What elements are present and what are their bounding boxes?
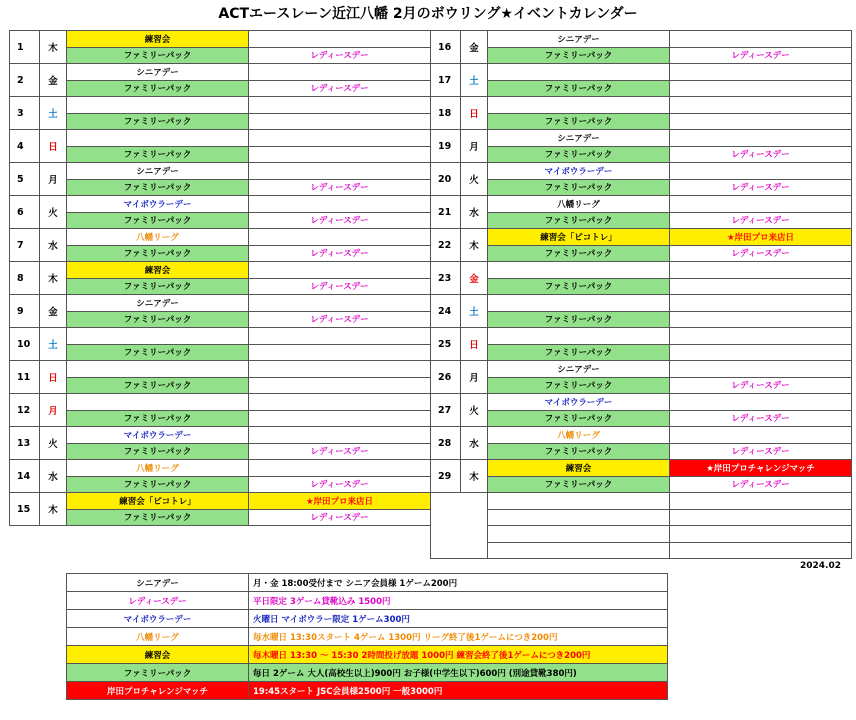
event-cell bbox=[67, 130, 249, 147]
day-number: 24 bbox=[431, 295, 461, 328]
event-cell bbox=[67, 328, 249, 345]
day-row bbox=[10, 64, 431, 81]
day-row bbox=[10, 361, 431, 378]
legend-row bbox=[67, 574, 668, 592]
event-cell bbox=[249, 361, 431, 378]
day-row bbox=[10, 196, 431, 213]
event-cell bbox=[670, 361, 852, 378]
weekday: 日 bbox=[40, 361, 67, 394]
day-row bbox=[431, 410, 852, 427]
weekday: 火 bbox=[40, 427, 67, 460]
day-row bbox=[431, 196, 852, 213]
blank-cell bbox=[488, 526, 670, 543]
page-title: ACTエースレーン近江八幡 2月のボウリング★イベントカレンダー bbox=[218, 6, 638, 22]
day-row bbox=[10, 97, 431, 114]
event-cell bbox=[67, 361, 249, 378]
event-cell: レディースデー bbox=[670, 377, 852, 394]
weekday: 日 bbox=[461, 328, 488, 361]
day-row bbox=[431, 443, 852, 460]
event-cell bbox=[249, 97, 431, 114]
event-cell: ファミリーパック bbox=[488, 344, 670, 361]
event-cell: レディースデー bbox=[670, 410, 852, 427]
day-number: 29 bbox=[431, 460, 461, 493]
weekday: 月 bbox=[461, 361, 488, 394]
legend-name: 八幡リーグ bbox=[67, 628, 249, 646]
day-number: 20 bbox=[431, 163, 461, 196]
event-cell: レディースデー bbox=[249, 476, 431, 493]
event-cell: ファミリーパック bbox=[67, 80, 249, 97]
legend-row bbox=[67, 592, 668, 610]
event-cell: ファミリーパック bbox=[67, 476, 249, 493]
event-cell: レディースデー bbox=[249, 212, 431, 229]
event-cell: ファミリーパック bbox=[67, 212, 249, 229]
event-cell: シニアデー bbox=[488, 130, 670, 147]
weekday: 土 bbox=[40, 328, 67, 361]
day-number: 19 bbox=[431, 130, 461, 163]
weekday: 火 bbox=[40, 196, 67, 229]
day-row bbox=[431, 179, 852, 196]
weekday: 水 bbox=[461, 196, 488, 229]
event-cell: 練習会 bbox=[67, 262, 249, 279]
day-number: 17 bbox=[431, 64, 461, 97]
event-cell: ファミリーパック bbox=[67, 245, 249, 262]
event-cell bbox=[670, 427, 852, 444]
event-cell: 練習会 bbox=[488, 460, 670, 477]
blank-cell bbox=[670, 526, 852, 543]
event-cell bbox=[670, 130, 852, 147]
day-row bbox=[431, 476, 852, 493]
day-row bbox=[10, 80, 431, 97]
day-number: 10 bbox=[10, 328, 40, 361]
event-cell: シニアデー bbox=[67, 295, 249, 312]
event-cell: ★岸田プロ来店日 bbox=[670, 229, 852, 246]
event-cell: 練習会「ピコトレ」 bbox=[488, 229, 670, 246]
event-cell bbox=[249, 344, 431, 361]
event-cell bbox=[670, 262, 852, 279]
event-cell bbox=[488, 262, 670, 279]
day-row bbox=[431, 31, 852, 48]
day-row bbox=[10, 410, 431, 427]
event-cell: ファミリーパック bbox=[67, 509, 249, 526]
weekday: 日 bbox=[461, 97, 488, 130]
event-cell bbox=[249, 394, 431, 411]
weekday: 木 bbox=[461, 229, 488, 262]
event-cell bbox=[488, 328, 670, 345]
weekday: 水 bbox=[40, 460, 67, 493]
legend-name: ファミリーパック bbox=[67, 664, 249, 682]
day-number: 12 bbox=[10, 394, 40, 427]
event-cell: レディースデー bbox=[249, 509, 431, 526]
blank-cell bbox=[670, 542, 852, 559]
event-cell bbox=[670, 328, 852, 345]
event-cell bbox=[670, 295, 852, 312]
event-cell bbox=[249, 328, 431, 345]
weekday: 土 bbox=[40, 97, 67, 130]
event-cell: ファミリーパック bbox=[488, 212, 670, 229]
day-row bbox=[10, 295, 431, 312]
event-cell: レディースデー bbox=[670, 47, 852, 64]
event-cell: シニアデー bbox=[488, 361, 670, 378]
event-cell bbox=[249, 410, 431, 427]
weekday: 金 bbox=[461, 31, 488, 64]
day-number: 9 bbox=[10, 295, 40, 328]
event-cell bbox=[488, 295, 670, 312]
day-number: 21 bbox=[431, 196, 461, 229]
event-cell bbox=[670, 344, 852, 361]
day-row bbox=[431, 47, 852, 64]
event-cell: ファミリーパック bbox=[488, 113, 670, 130]
day-row bbox=[431, 278, 852, 295]
event-cell bbox=[249, 229, 431, 246]
event-cell bbox=[67, 394, 249, 411]
day-row bbox=[431, 394, 852, 411]
weekday: 月 bbox=[40, 394, 67, 427]
day-number: 4 bbox=[10, 130, 40, 163]
blank-cell bbox=[431, 509, 461, 526]
day-row bbox=[10, 328, 431, 345]
event-cell: レディースデー bbox=[249, 80, 431, 97]
version-label: 2024.02 bbox=[800, 561, 841, 571]
blank-cell bbox=[670, 509, 852, 526]
event-cell bbox=[249, 262, 431, 279]
day-number: 8 bbox=[10, 262, 40, 295]
event-cell: 八幡リーグ bbox=[67, 460, 249, 477]
event-cell: ファミリーパック bbox=[67, 410, 249, 427]
day-number: 28 bbox=[431, 427, 461, 460]
legend-row bbox=[67, 682, 668, 700]
event-cell bbox=[670, 31, 852, 48]
legend-description: 毎木曜日 13:30 ～ 15:30 2時間投げ放題 1000円 練習会終了後1ゲームにつき200円 bbox=[249, 646, 668, 664]
day-row bbox=[431, 295, 852, 312]
day-number: 23 bbox=[431, 262, 461, 295]
event-cell: ファミリーパック bbox=[488, 278, 670, 295]
event-cell: ★岸田プロ来店日 bbox=[249, 493, 431, 510]
day-row bbox=[10, 163, 431, 180]
day-number: 26 bbox=[431, 361, 461, 394]
day-number: 2 bbox=[10, 64, 40, 97]
event-cell: ファミリーパック bbox=[488, 377, 670, 394]
legend-description: 火曜日 マイボウラー限定 1ゲーム300円 bbox=[249, 610, 668, 628]
day-row bbox=[431, 328, 852, 345]
event-cell: マイボウラーデー bbox=[67, 427, 249, 444]
event-cell: ファミリーパック bbox=[488, 410, 670, 427]
event-cell: レディースデー bbox=[249, 245, 431, 262]
day-row bbox=[10, 245, 431, 262]
blank-cell bbox=[488, 542, 670, 559]
day-row bbox=[431, 427, 852, 444]
event-cell: レディースデー bbox=[249, 311, 431, 328]
day-row bbox=[431, 163, 852, 180]
event-cell: ファミリーパック bbox=[67, 443, 249, 460]
calendar-right bbox=[430, 30, 852, 559]
day-number: 7 bbox=[10, 229, 40, 262]
day-row bbox=[10, 113, 431, 130]
legend-name: 岸田プロチャレンジマッチ bbox=[67, 682, 249, 700]
day-number: 13 bbox=[10, 427, 40, 460]
day-number: 27 bbox=[431, 394, 461, 427]
legend-name: 練習会 bbox=[67, 646, 249, 664]
event-cell: ★岸田プロチャレンジマッチ bbox=[670, 460, 852, 477]
day-row bbox=[10, 262, 431, 279]
day-row bbox=[10, 278, 431, 295]
blank-cell bbox=[461, 542, 488, 559]
event-cell: レディースデー bbox=[670, 212, 852, 229]
day-row bbox=[431, 361, 852, 378]
day-row bbox=[431, 130, 852, 147]
blank-cell bbox=[431, 526, 461, 543]
legend-description: 毎水曜日 13:30スタート 4ゲーム 1300円 リーグ終了後1ゲームにつき200円 bbox=[249, 628, 668, 646]
event-cell: レディースデー bbox=[249, 179, 431, 196]
event-cell: ファミリーパック bbox=[67, 113, 249, 130]
day-row bbox=[10, 31, 431, 48]
event-cell: 八幡リーグ bbox=[67, 229, 249, 246]
event-cell: ファミリーパック bbox=[488, 80, 670, 97]
blank-row bbox=[431, 542, 852, 559]
legend-table bbox=[66, 573, 668, 700]
event-cell: シニアデー bbox=[67, 64, 249, 81]
event-cell bbox=[249, 196, 431, 213]
blank-cell bbox=[461, 509, 488, 526]
day-number: 16 bbox=[431, 31, 461, 64]
event-cell: ファミリーパック bbox=[67, 311, 249, 328]
day-row bbox=[10, 394, 431, 411]
legend-description: 19:45スタート JSC会員様2500円 一般3000円 bbox=[249, 682, 668, 700]
day-row bbox=[10, 47, 431, 64]
weekday: 月 bbox=[461, 130, 488, 163]
day-row bbox=[431, 460, 852, 477]
day-row bbox=[431, 245, 852, 262]
event-cell: ファミリーパック bbox=[488, 245, 670, 262]
blank-row bbox=[431, 526, 852, 543]
blank-cell bbox=[488, 509, 670, 526]
event-cell bbox=[249, 31, 431, 48]
weekday: 水 bbox=[461, 427, 488, 460]
weekday: 木 bbox=[40, 493, 67, 526]
weekday: 金 bbox=[40, 64, 67, 97]
day-number: 1 bbox=[10, 31, 40, 64]
day-row bbox=[10, 311, 431, 328]
day-row bbox=[10, 460, 431, 477]
legend-name: マイボウラーデー bbox=[67, 610, 249, 628]
weekday: 火 bbox=[461, 394, 488, 427]
event-cell bbox=[670, 394, 852, 411]
day-row bbox=[10, 146, 431, 163]
event-cell: マイボウラーデー bbox=[488, 163, 670, 180]
event-cell: ファミリーパック bbox=[488, 443, 670, 460]
day-number: 18 bbox=[431, 97, 461, 130]
day-row bbox=[431, 344, 852, 361]
event-cell: レディースデー bbox=[670, 146, 852, 163]
event-cell bbox=[670, 163, 852, 180]
day-row bbox=[431, 377, 852, 394]
event-cell: レディースデー bbox=[670, 179, 852, 196]
event-cell: ファミリーパック bbox=[488, 476, 670, 493]
event-cell bbox=[67, 97, 249, 114]
event-cell bbox=[249, 146, 431, 163]
legend-row bbox=[67, 610, 668, 628]
blank-row bbox=[431, 493, 852, 510]
blank-cell bbox=[670, 493, 852, 510]
event-cell: レディースデー bbox=[249, 47, 431, 64]
day-row bbox=[10, 443, 431, 460]
weekday: 水 bbox=[40, 229, 67, 262]
event-cell: レディースデー bbox=[670, 443, 852, 460]
event-cell: マイボウラーデー bbox=[488, 394, 670, 411]
event-cell: 八幡リーグ bbox=[488, 196, 670, 213]
blank-cell bbox=[488, 493, 670, 510]
legend-name: レディースデー bbox=[67, 592, 249, 610]
day-row bbox=[10, 344, 431, 361]
day-number: 6 bbox=[10, 196, 40, 229]
calendar-left bbox=[9, 30, 431, 526]
legend-row bbox=[67, 664, 668, 682]
event-cell bbox=[249, 295, 431, 312]
day-row bbox=[431, 113, 852, 130]
weekday: 日 bbox=[40, 130, 67, 163]
blank-row bbox=[431, 509, 852, 526]
event-cell bbox=[670, 113, 852, 130]
weekday: 金 bbox=[40, 295, 67, 328]
weekday: 金 bbox=[461, 262, 488, 295]
event-cell: ファミリーパック bbox=[67, 47, 249, 64]
weekday: 月 bbox=[40, 163, 67, 196]
event-cell bbox=[249, 460, 431, 477]
event-cell: ファミリーパック bbox=[67, 146, 249, 163]
event-cell: ファミリーパック bbox=[67, 278, 249, 295]
event-cell bbox=[488, 64, 670, 81]
event-cell: ファミリーパック bbox=[67, 344, 249, 361]
event-cell: ファミリーパック bbox=[488, 47, 670, 64]
day-number: 15 bbox=[10, 493, 40, 526]
day-row bbox=[10, 476, 431, 493]
weekday: 木 bbox=[40, 31, 67, 64]
day-number: 5 bbox=[10, 163, 40, 196]
blank-cell bbox=[461, 493, 488, 510]
weekday: 木 bbox=[461, 460, 488, 493]
event-cell: レディースデー bbox=[670, 245, 852, 262]
day-row bbox=[10, 427, 431, 444]
day-row bbox=[10, 179, 431, 196]
event-cell: ファミリーパック bbox=[488, 179, 670, 196]
legend-description: 平日限定 3ゲーム貸靴込み 1500円 bbox=[249, 592, 668, 610]
event-cell: ファミリーパック bbox=[488, 146, 670, 163]
event-cell bbox=[670, 311, 852, 328]
event-cell: 練習会 bbox=[67, 31, 249, 48]
day-row bbox=[431, 146, 852, 163]
day-row bbox=[10, 509, 431, 526]
event-cell: マイボウラーデー bbox=[67, 196, 249, 213]
day-row bbox=[431, 212, 852, 229]
day-row bbox=[10, 229, 431, 246]
legend-name: シニアデー bbox=[67, 574, 249, 592]
event-cell bbox=[670, 196, 852, 213]
day-row bbox=[431, 311, 852, 328]
day-row bbox=[431, 229, 852, 246]
legend-description: 月・金 18:00受付まで シニア会員様 1ゲーム200円 bbox=[249, 574, 668, 592]
legend-row bbox=[67, 628, 668, 646]
weekday: 土 bbox=[461, 295, 488, 328]
event-cell bbox=[670, 80, 852, 97]
event-cell bbox=[670, 278, 852, 295]
event-cell: レディースデー bbox=[249, 278, 431, 295]
day-row bbox=[431, 64, 852, 81]
blank-cell bbox=[461, 526, 488, 543]
blank-cell bbox=[431, 542, 461, 559]
legend-description: 毎日 2ゲーム 大人(高校生以上)900円 お子様(中学生以下)600円 (別途貸靴380円) bbox=[249, 664, 668, 682]
event-cell bbox=[249, 427, 431, 444]
day-row bbox=[10, 212, 431, 229]
event-cell: 八幡リーグ bbox=[488, 427, 670, 444]
day-row bbox=[431, 262, 852, 279]
event-cell bbox=[249, 64, 431, 81]
event-cell bbox=[670, 64, 852, 81]
event-cell: レディースデー bbox=[670, 476, 852, 493]
event-cell: ファミリーパック bbox=[67, 377, 249, 394]
blank-cell bbox=[431, 493, 461, 510]
event-cell: レディースデー bbox=[249, 443, 431, 460]
day-row bbox=[10, 377, 431, 394]
event-cell: シニアデー bbox=[67, 163, 249, 180]
event-cell bbox=[249, 163, 431, 180]
legend-row bbox=[67, 646, 668, 664]
day-number: 22 bbox=[431, 229, 461, 262]
event-cell: ファミリーパック bbox=[488, 311, 670, 328]
day-row bbox=[10, 130, 431, 147]
event-cell bbox=[488, 97, 670, 114]
event-cell bbox=[670, 97, 852, 114]
weekday: 土 bbox=[461, 64, 488, 97]
event-cell: ファミリーパック bbox=[67, 179, 249, 196]
event-cell bbox=[249, 377, 431, 394]
day-row bbox=[431, 97, 852, 114]
weekday: 火 bbox=[461, 163, 488, 196]
event-cell: シニアデー bbox=[488, 31, 670, 48]
day-number: 3 bbox=[10, 97, 40, 130]
weekday: 木 bbox=[40, 262, 67, 295]
day-number: 14 bbox=[10, 460, 40, 493]
day-row bbox=[10, 493, 431, 510]
day-number: 11 bbox=[10, 361, 40, 394]
day-row bbox=[431, 80, 852, 97]
event-cell bbox=[249, 113, 431, 130]
event-cell: 練習会「ピコトレ」 bbox=[67, 493, 249, 510]
event-cell bbox=[249, 130, 431, 147]
day-number: 25 bbox=[431, 328, 461, 361]
